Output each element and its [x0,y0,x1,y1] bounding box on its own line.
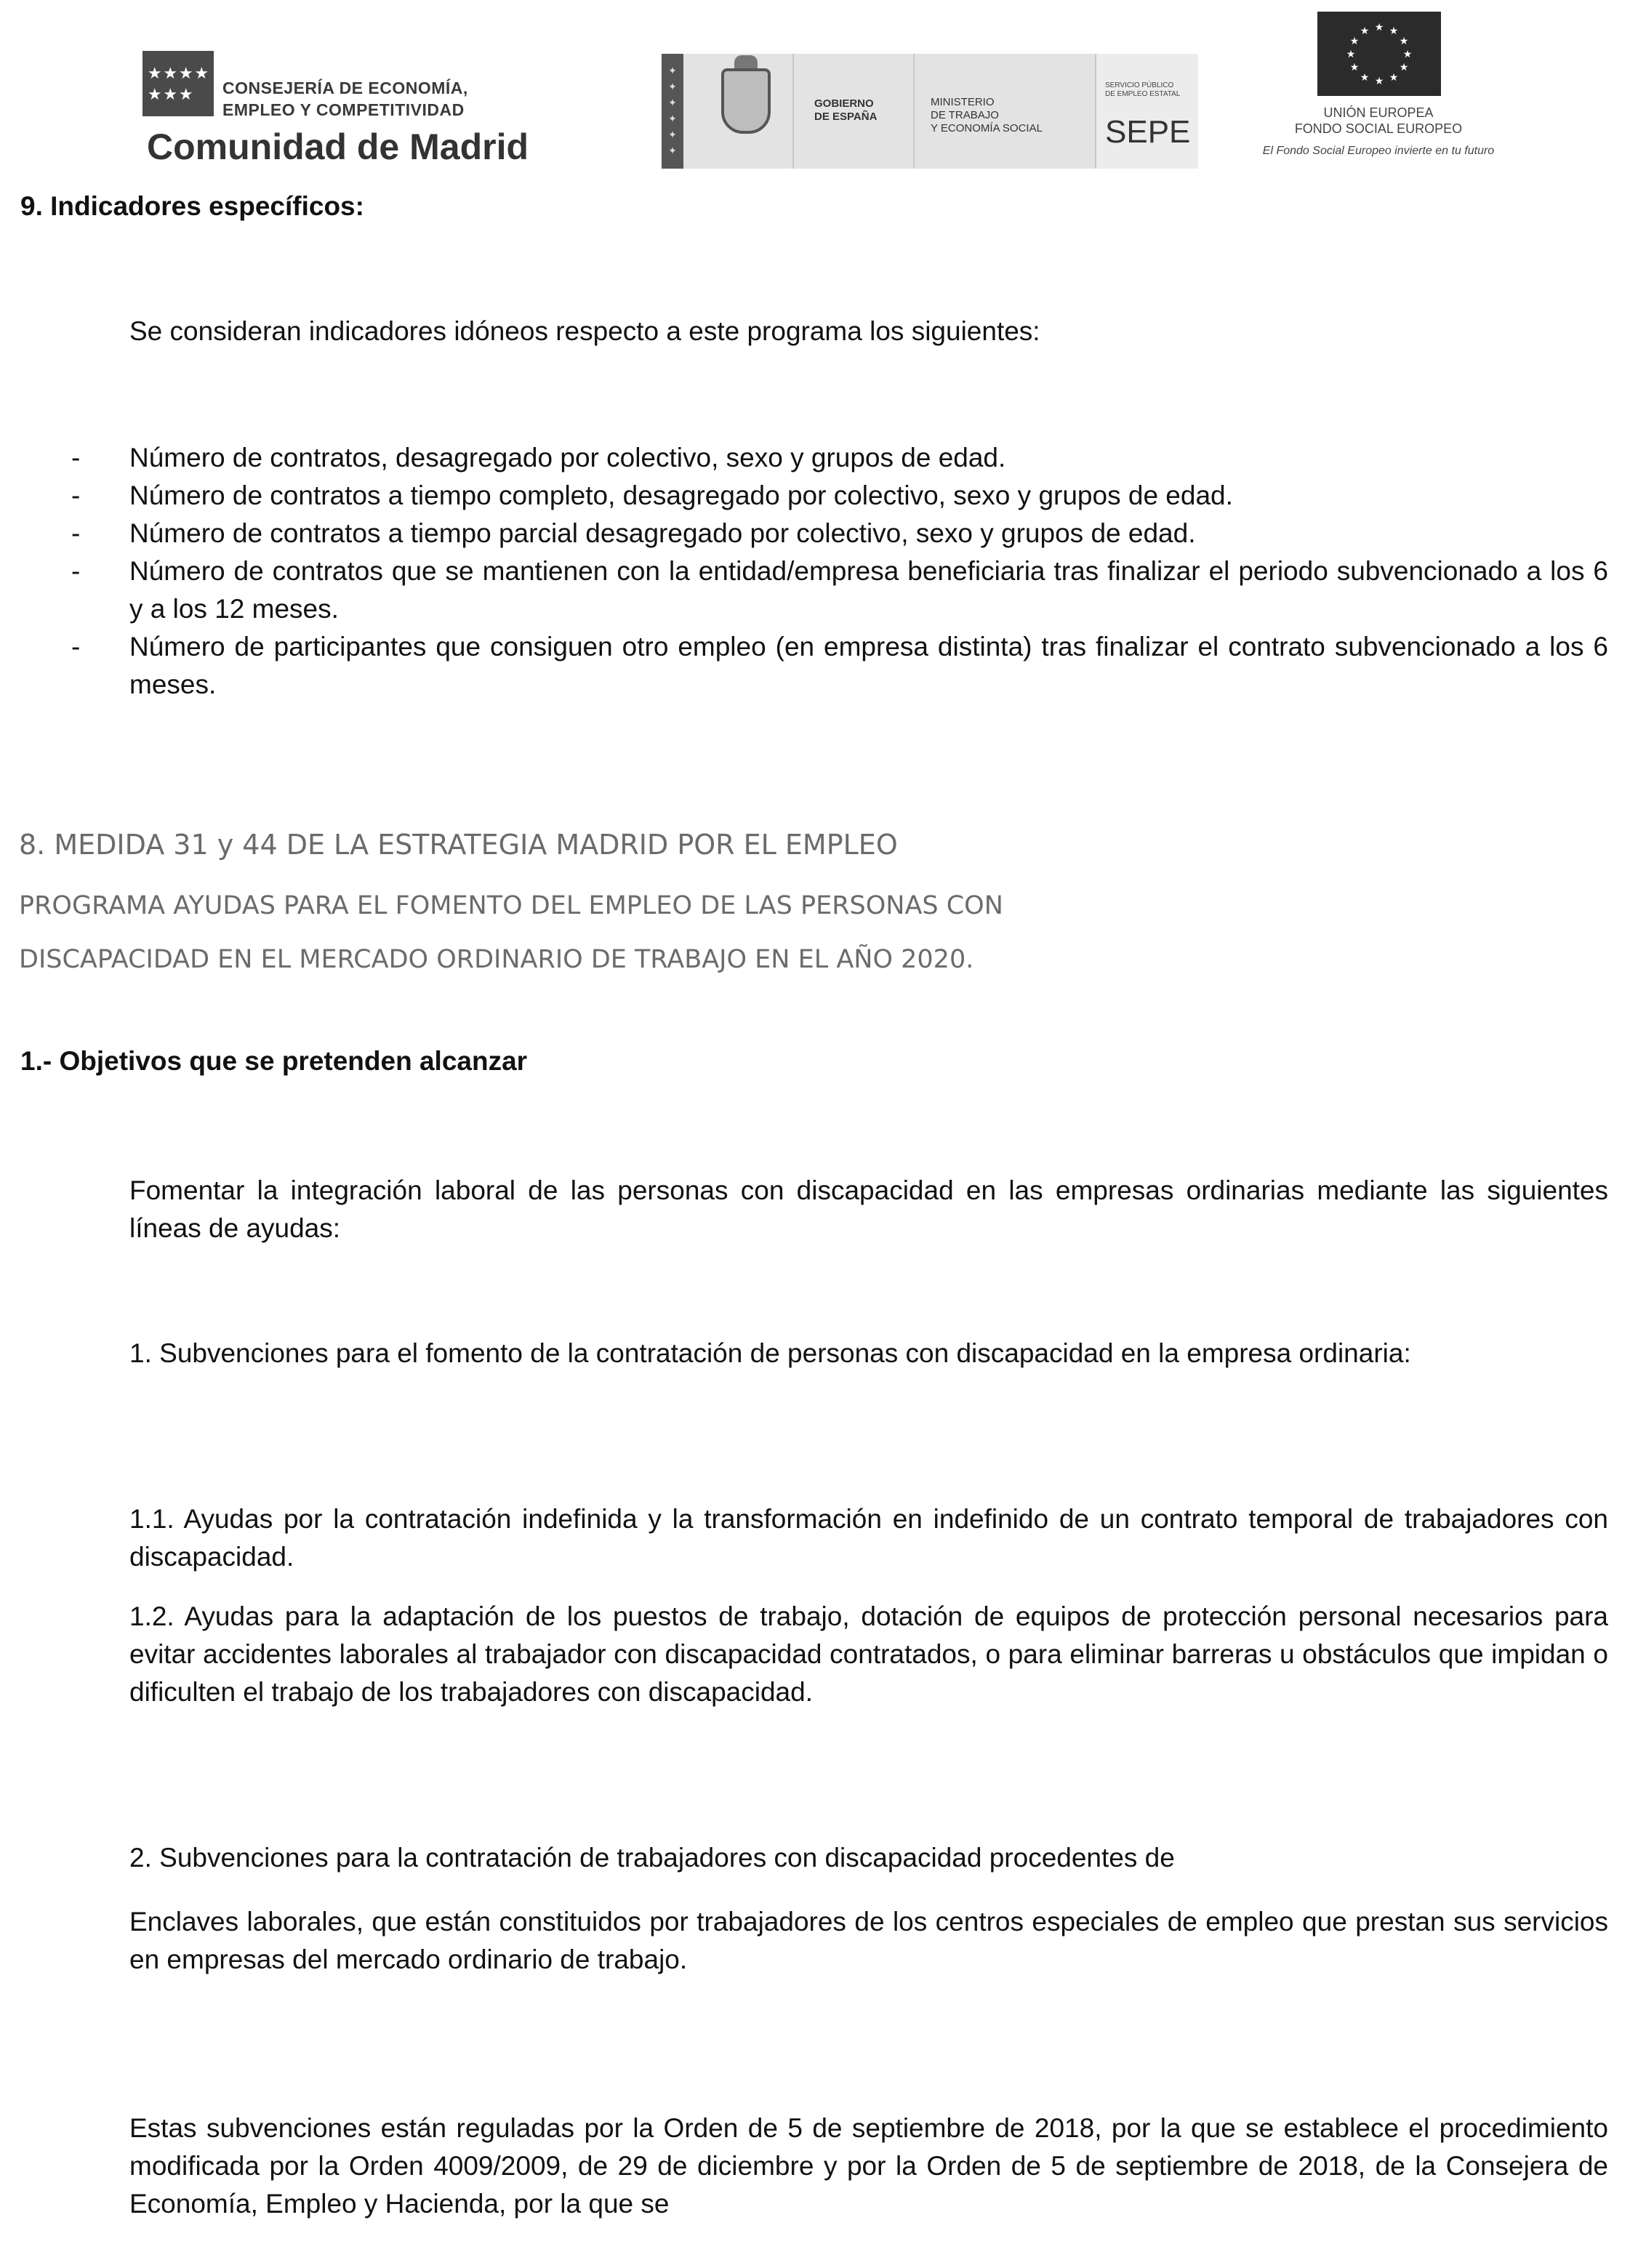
eu-flag-icon [1317,12,1441,96]
svg-text:★: ★ [1374,22,1384,33]
list-item: - Número de contratos a tiempo completo, desagregado por colectivo, sexo y grupos de edad. [71,480,1233,510]
sepe-label: SEPE [1105,114,1191,150]
measure-subtitle-line1: PROGRAMA AYUDAS PARA EL FOMENTO DEL EMPLEO DE LAS PERSONAS CON [19,891,1003,920]
section-9-intro: Se consideran indicadores idóneos respecto a este programa los siguientes: [129,316,1040,346]
list-item: - Número de contratos a tiempo parcial desagregado por colectivo, sexo y grupos de edad. [71,518,1196,548]
svg-text:★: ★ [1346,49,1356,60]
line-1-subvenciones: 1. Subvenciones para el fomento de la contratación de personas con discapacidad en la empresa ordinaria: [129,1338,1411,1368]
line-1-1-ayudas: 1.1. Ayudas por la contratación indefinida y la transformación en indefinido de un contrato temporal de trabajadores con discapacidad. [129,1504,1608,1572]
enclaves-paragraph: Enclaves laborales, que están constituidos por trabajadores de los centros especiales de empleo que prestan sus servicios en empresas del mercado ordinario de trabajo. [129,1907,1608,1974]
ministerio-label: MINISTERIO DE TRABAJO Y ECONOMÍA SOCIAL [931,96,1043,134]
svg-text:★: ★ [1399,36,1409,47]
madrid-flag-icon: ★ ★ ★ ★ ★ ★ ★ [142,51,214,116]
svg-text:★: ★ [1399,62,1409,73]
svg-text:★: ★ [1374,76,1384,87]
eu-label: UNIÓN EUROPEA FONDO SOCIAL EUROPEO [1294,105,1463,136]
sepe-small-label: SERVICIO PÚBLICO DE EMPLEO ESTATAL [1105,81,1181,98]
comunidad-madrid-logo [142,45,608,169]
svg-text:★: ★ [1389,25,1399,37]
list-item: - Número de participantes que consiguen otro empleo (en empresa distinta) tras finalizar el contrato subvencionado a los 6 meses. [71,632,1608,699]
union-europea-logo [1240,10,1517,170]
list-item: - Número de contratos que se mantienen con la entidad/empresa beneficiaria tras finalizar el periodo subvencionado a los 6 y a los 12 meses. [71,556,1608,624]
measure-subtitle-line2: DISCAPACIDAD EN EL MERCADO ORDINARIO DE TRABAJO EN EL AÑO 2020. [19,945,974,974]
indicators-list [71,439,1608,704]
measure-title: 8. MEDIDA 31 y 44 DE LA ESTRATEGIA MADRID POR EL EMPLEO [19,829,898,861]
svg-text:★: ★ [1360,25,1370,37]
svg-text:★: ★ [1360,72,1370,84]
gobierno-espana-logo [662,54,1197,169]
svg-text:★: ★ [1402,49,1413,60]
madrid-name: Comunidad de Madrid [147,126,529,167]
objectives-heading: 1.- Objetivos que se pretenden alcanzar [20,1046,528,1076]
section-9-heading: 9. Indicadores específicos: [20,191,364,221]
svg-text:★: ★ [1349,62,1360,73]
line-1-2-ayudas: 1.2. Ayudas para la adaptación de los puestos de trabajo, dotación de equipos de protección personal necesarios para evitar accidentes laborales al trabajador con discapacidad contratados, o para eliminar barreras u obstáculos que impidan o dificulten el trabajo de los trabajadores con discapacidad. [129,1601,1608,1707]
list-item: - Número de contratos, desagregado por colectivo, sexo y grupos de edad. [71,443,1006,472]
madrid-department: CONSEJERÍA DE ECONOMÍA, EMPLEO Y COMPETITIVIDAD [222,79,468,119]
line-2-subvenciones: 2. Subvenciones para la contratación de trabajadores con discapacidad procedentes de [129,1843,1175,1873]
regulation-paragraph: Estas subvenciones están reguladas por la Orden de 5 de septiembre de 2018, por la que se establece el procedimiento modificada por la Orden 4009/2009, de 29 de diciembre y por la Orden de 5 de septiembre de 2018, de la Consejera de Economía, Empleo y Hacienda, por la que se [129,2113,1608,2219]
svg-text:★: ★ [1349,36,1360,47]
coat-of-arms-icon [721,68,771,134]
objectives-intro: Fomentar la integración laboral de las personas con discapacidad en las empresas ordinarias mediante las siguientes líneas de ayudas: [129,1175,1608,1243]
spain-flag-icon: ✦ ✦ ✦ ✦ ✦ ✦ [662,54,683,169]
eu-stars-icon [1317,12,1441,96]
sepe-logo [1095,54,1198,169]
eu-motto: El Fondo Social Europeo invierte en tu futuro [1262,145,1495,157]
gobierno-label: GOBIERNO DE ESPAÑA [814,97,878,123]
svg-text:★: ★ [1389,72,1399,84]
